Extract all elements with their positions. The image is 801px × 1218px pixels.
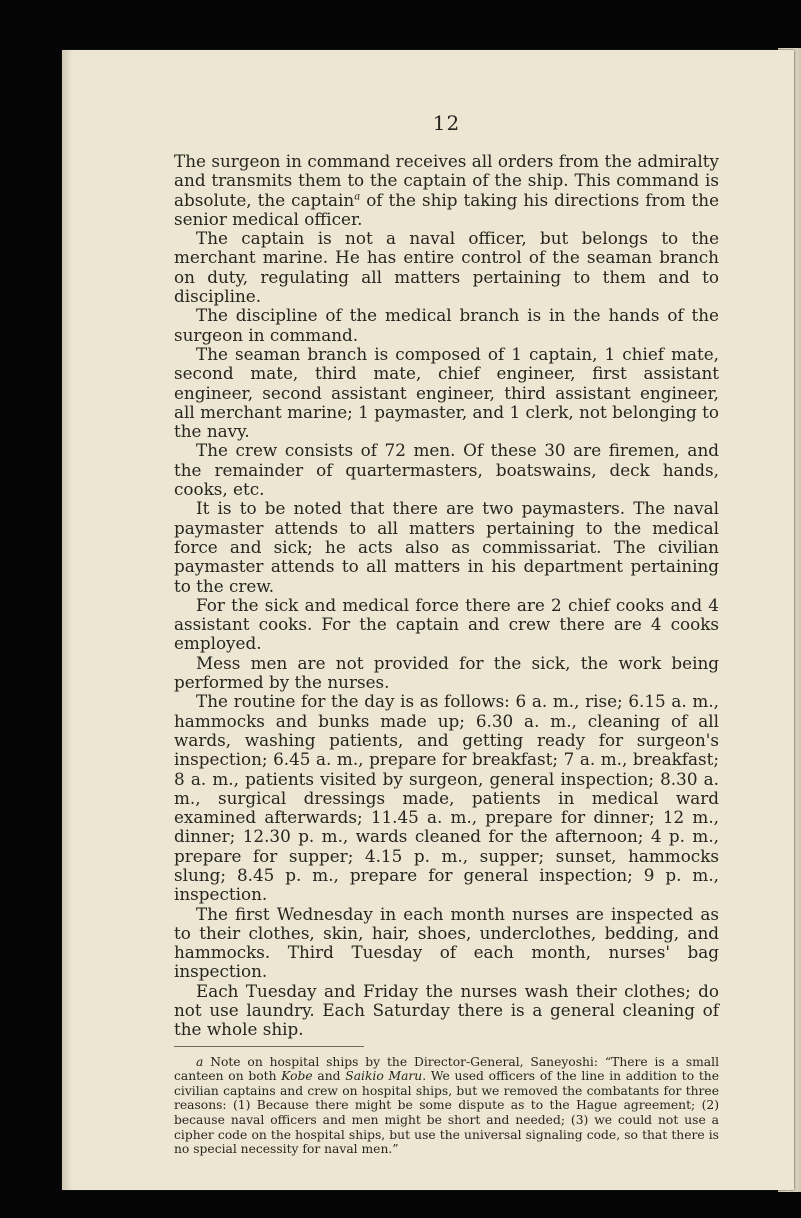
paragraph-6: It is to be noted that there are two paymasters. The naval paymaster attends to all matters pertaining to the medical force and sick; he acts also as commissariat. The civilian paymaster attends to all matters in his department pertaining to the crew. [174, 498, 719, 596]
paragraph-9: The routine for the day is as follows: 6 a. m., rise; 6.15 a. m., hammocks and bunks made up; 6.30 a. m., cleaning of all wards, washing patients, and getting ready for surgeon's inspection; 6.45 a. m., prepare for breakfast; 7 a. m., breakfast; 8 a. m., patients visited by surgeon, general inspection; 8.30 a. m., surgical dressings made, patients in medical ward examined afterwards; 11.45 a. m., prepare for dinner; 12 m., dinner; 12.30 p. m., wards cleaned for the afternoon; 4 p. m., prepare for supper; 4.15 p. m., supper; sunset, hammocks slung; 8.45 p. m., prepare for general inspection; 9 p. m., inspection. [174, 691, 719, 905]
paragraph-8: Mess men are not provided for the sick, the work being performed by the nurses. [174, 652, 719, 693]
footnote-ship-kobe: Kobe [281, 1069, 313, 1084]
paragraph-1-head: The surgeon in command receives all orders from the admiralty and transmits them to the captain of the ship. This command is absolute, the captain [174, 151, 719, 210]
paragraph-5: The crew consists of 72 men. Of these 30 are firemen, and the remainder of quartermasters, boatswains, deck hands, cooks, etc. [174, 440, 719, 500]
body-text [174, 152, 719, 1040]
footnote [174, 1055, 719, 1157]
footnote-marker: a [196, 1054, 204, 1069]
footnote-divider [174, 1046, 364, 1047]
footnote-and: and [312, 1069, 346, 1084]
paragraph-2: The captain is not a naval officer, but belongs to the merchant marine. He has entire control of the seaman branch on duty, regulating all matters pertaining to them and to discipline. [174, 228, 719, 307]
paragraph-7: For the sick and medical force there are 2 chief cooks and 4 assistant cooks. For the captain and crew there are 4 cooks employed. [174, 594, 719, 654]
paragraph-1-tail: of the ship taking his directions from the senior medical officer. [174, 189, 719, 229]
footnote-reference: a [354, 191, 361, 202]
paragraph-3: The discipline of the medical branch is in the hands of the surgeon in command. [174, 305, 719, 345]
paragraph-11: Each Tuesday and Friday the nurses wash their clothes; do not use laundry. Each Saturday there is a general cleaning of the whole ship. [174, 980, 719, 1040]
page-number: 12 [432, 111, 461, 135]
paragraph-1 [174, 152, 719, 229]
page-edge-left [62, 50, 72, 1190]
paragraph-10: The first Wednesday in each month nurses are inspected as to their clothes, skin, hair, shoes, underclothes, bedding, and hammocks. Third Tuesday of each month, nurses' bag inspection. [174, 903, 719, 982]
footnote-ship-saikio-maru: Saikio Maru [345, 1069, 423, 1084]
footnote-lead: Note on hospital ships by the Director-General, Saneyoshi: “There is a small canteen on both [174, 1054, 719, 1084]
page-content [174, 110, 719, 1157]
footnote-rest: . We used officers of the line in addition to the civilian captains and crew on hospital ships, but we removed the combatants for three reasons: (1) Because there might be some dispute as to the Hague agreement; (2) because naval officers and men might be short and needed; (3) we could not use a cipher code on the hospital ships, but use the universal signaling code, so that there is no special necessity for naval men.” [174, 1069, 719, 1157]
paragraph-4: The seaman branch is composed of 1 captain, 1 chief mate, second mate, third mate, chief engineer, first assistant engineer, second assistant engineer, third assistant engineer, all merchant marine; 1 paymaster, and 1 clerk, not belonging to the navy. [174, 343, 719, 442]
